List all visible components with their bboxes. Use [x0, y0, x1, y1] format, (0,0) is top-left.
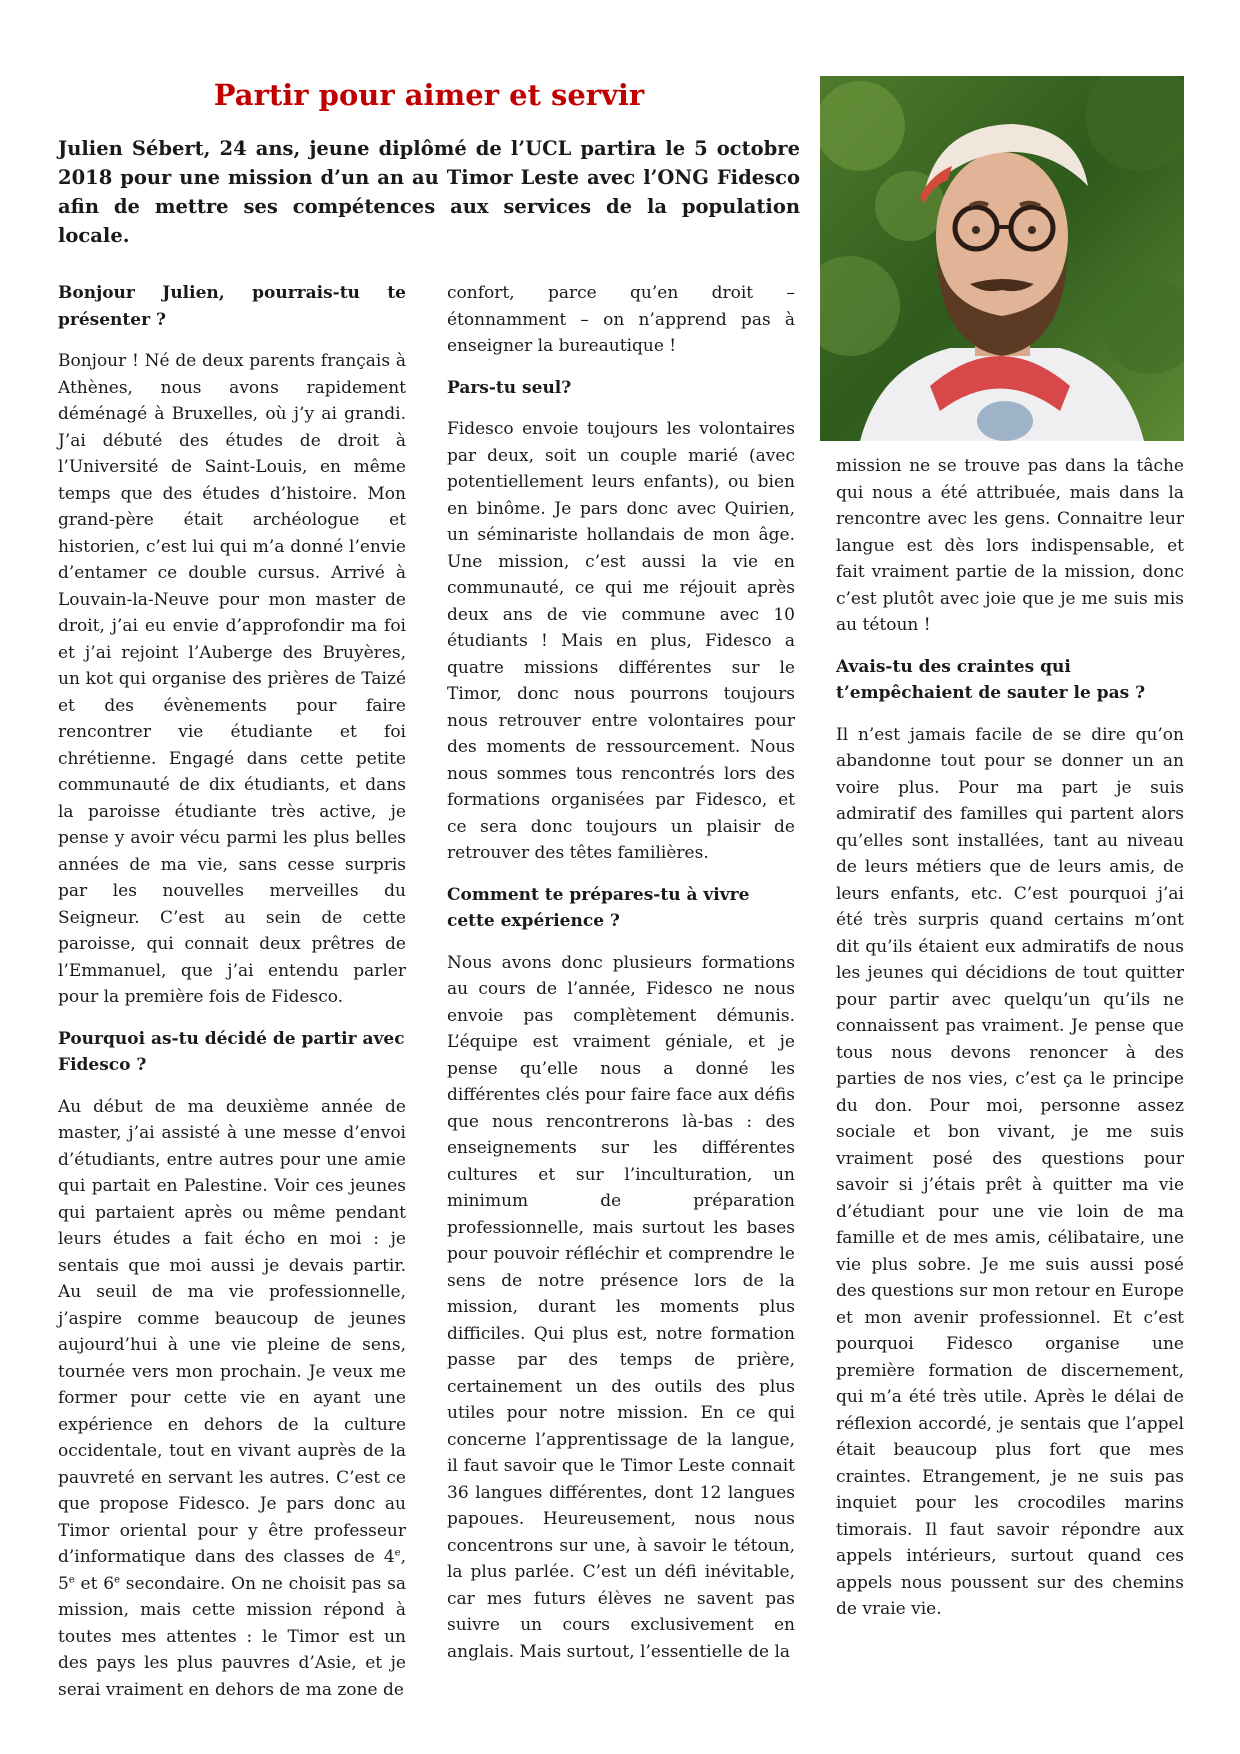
answer-why-fidesco-continued: confort, parce qu’en droit – étonnamment – on n’apprend pas à enseigner la bureautique ! [447, 283, 795, 356]
article-title: Partir pour aimer et servir [213, 78, 645, 112]
answer-alone: Fidesco envoie toujours les volontaires par deux, soit un couple marié (avec potentiellement leurs enfants), ou bien en binôme. Je pars donc avec Quirien, un séminariste hollandais de mon âge. Une mission, c’est aussi la vie en communauté, ce qui me réjouit après deux ans de vie commune avec 10 étudiants ! Mais en plus, Fidesco a quatre missions différentes sur le Timor, donc nous pourrons toujours nous retrouver entre volontaires pour des moments de ressourcement. Nous nous sommes tous rencontrés lors des formations organisées par Fidesco, et ce sera donc toujours un plaisir de retrouver des têtes familières. [447, 419, 795, 863]
question-preparation: Comment te prépares-tu à vivre cette expérience ? [447, 884, 750, 931]
column-2 [447, 280, 795, 1680]
question-present: Bonjour Julien, pourrais-tu te présenter ? [58, 283, 406, 330]
portrait-photo [820, 76, 1184, 441]
question-alone: Pars-tu seul? [447, 377, 572, 398]
answer-present: Bonjour ! Né de deux parents français à Athènes, nous avons rapidement déménagé à Bruxelles, où j’y ai grandi. J’ai débuté des études de droit à l’Université de Saint-Louis, en même temps que des études d’histoire. Mon grand-père était archéologue et historien, c’est lui qui m’a donné l’envie d’entamer ce double cursus. Arrivé à Louvain-la-Neuve pour mon master de droit, j’ai eu envie d’approfondir ma foi et j’ai rejoint l’Auberge des Bruyères, un kot qui organise des prières de Taizé et des évènements pour faire rencontrer vie étudiante et foi chrétienne. Engagé dans cette petite communauté de dix étudiants, et dans la paroisse étudiante très active, je pense y avoir vécu parmi les plus belles années de ma vie, sans cesse surpris par les nouvelles merveilles du Seigneur. C’est au sein de cette paroisse, qui connait deux prêtres de l’Emmanuel, que j’ai entendu parler pour la première fois de Fidesco. [58, 351, 406, 1007]
question-fears: Avais-tu des craintes qui t’empêchaient de sauter le pas ? [836, 656, 1146, 703]
answer-preparation: Nous avons donc plusieurs formations au cours de l’année, Fidesco ne nous envoie pas complètement démunis. L’équipe est vraiment géniale, et je pense qu’elle nous a donné les différentes clés pour faire face aux défis que nous rencontrerons là-bas : des enseignements sur les différentes cultures et sur l’inculturation, un minimum de préparation professionnelle, mais surtout les bases pour pouvoir réfléchir et comprendre le sens de notre présence lors de la mission, durant les moments plus difficiles. Qui plus est, notre formation passe par des temps de prière, certainement un des outils des plus utiles pour notre mission. En ce qui concerne l’apprentissage de la langue, il faut savoir que le Timor Leste connait 36 langues différentes, dont 12 langues papoues. Heureusement, nous nous concentrons sur une, à savoir le tétoun, la plus parlée. C’est un défi inévitable, car mes futurs élèves ne savent pas suivre un cours exclusivement en anglais. Mais surtout, l’essentielle de la [447, 952, 795, 1662]
answer-preparation-continued: mission ne se trouve pas dans la tâche qui nous a été attribuée, mais dans la rencontre avec les gens. Connaitre leur langue est dès lors indispensable, et fait vraiment partie de la mission, donc c’est plutôt avec joie que je me suis mis au tétoun ! [836, 456, 1184, 635]
answer-why-fidesco: Au début de ma deuxième année de master, j’ai assisté à une messe d’envoi d’étudiants, entre autres pour une amie qui partait en Palestine. Voir ces jeunes qui partaient après ou même pendant leurs études a fait écho en moi : je sentais que moi aussi je devais partir. Au seuil de ma vie professionnelle, j’aspire comme beaucoup de jeunes aujourd’hui à une vie pleine de sens, tournée vers mon prochain. Je veux me former pour cette vie en ayant une expérience en dehors de la culture occidentale, tout en vivant auprès de la pauvreté en servant les autres. C’est ce que propose Fidesco. Je pars donc au Timor oriental pour y être professeur d’informatique dans des classes de 4e, 5e et 6e secondaire. On ne choisit pas sa mission, mais cette mission répond à toutes mes attentes : le Timor est un des pays les plus pauvres d’Asie, et je serai vraiment en dehors de ma zone de [58, 1096, 407, 1700]
article-lead: Julien Sébert, 24 ans, jeune diplômé de l’UCL partira le 5 octobre 2018 pour une mission d’un an au Timor Leste avec l’ONG Fidesco afin de mettre ses compétences aux services de la population locale. [58, 137, 800, 247]
column-1 [58, 280, 406, 1718]
answer-fears: Il n’est jamais facile de se dire qu’on abandonne tout pour se donner un an voire plus. Pour ma part je suis admiratif des familles qui partent alors qu’elles sont installées, tant au niveau de leurs métiers que de leurs amis, de leurs enfants, etc. C’est pourquoi j’ai été très surpris quand certains m’ont dit qu’ils étaient eux admiratifs de nous les jeunes qui décidions de tout quitter pour partir avec quelqu’un qu’ils ne connaissent pas vraiment. Je pense que tous nous devons renoncer à des parties de nos vies, c’est ça le principe du don. Pour moi, personne assez sociale et bon vivant, je me suis vraiment posé des questions pour savoir si j’étais prêt à quitter ma vie d’étudiant pour une vie loin de ma famille et de mes amis, célibataire, une vie plus sobre. Je me suis aussi posé des questions sur mon retour en Europe et mon avenir professionnel. Et c’est pourquoi Fidesco organise une première formation de discernement, qui m’a été très utile. Après le délai de réflexion accordé, je sentais que l’appel était beaucoup plus fort que mes craintes. Etrangement, je ne suis pas inquiet pour les crocodiles marins timorais. Il faut savoir répondre aux appels intérieurs, surtout quand ces appels nous poussent sur des chemins de vraie vie. [836, 724, 1184, 1619]
question-why-fidesco: Pourquoi as-tu décidé de partir avec Fidesco ? [58, 1028, 405, 1075]
column-3 [836, 453, 1184, 1638]
